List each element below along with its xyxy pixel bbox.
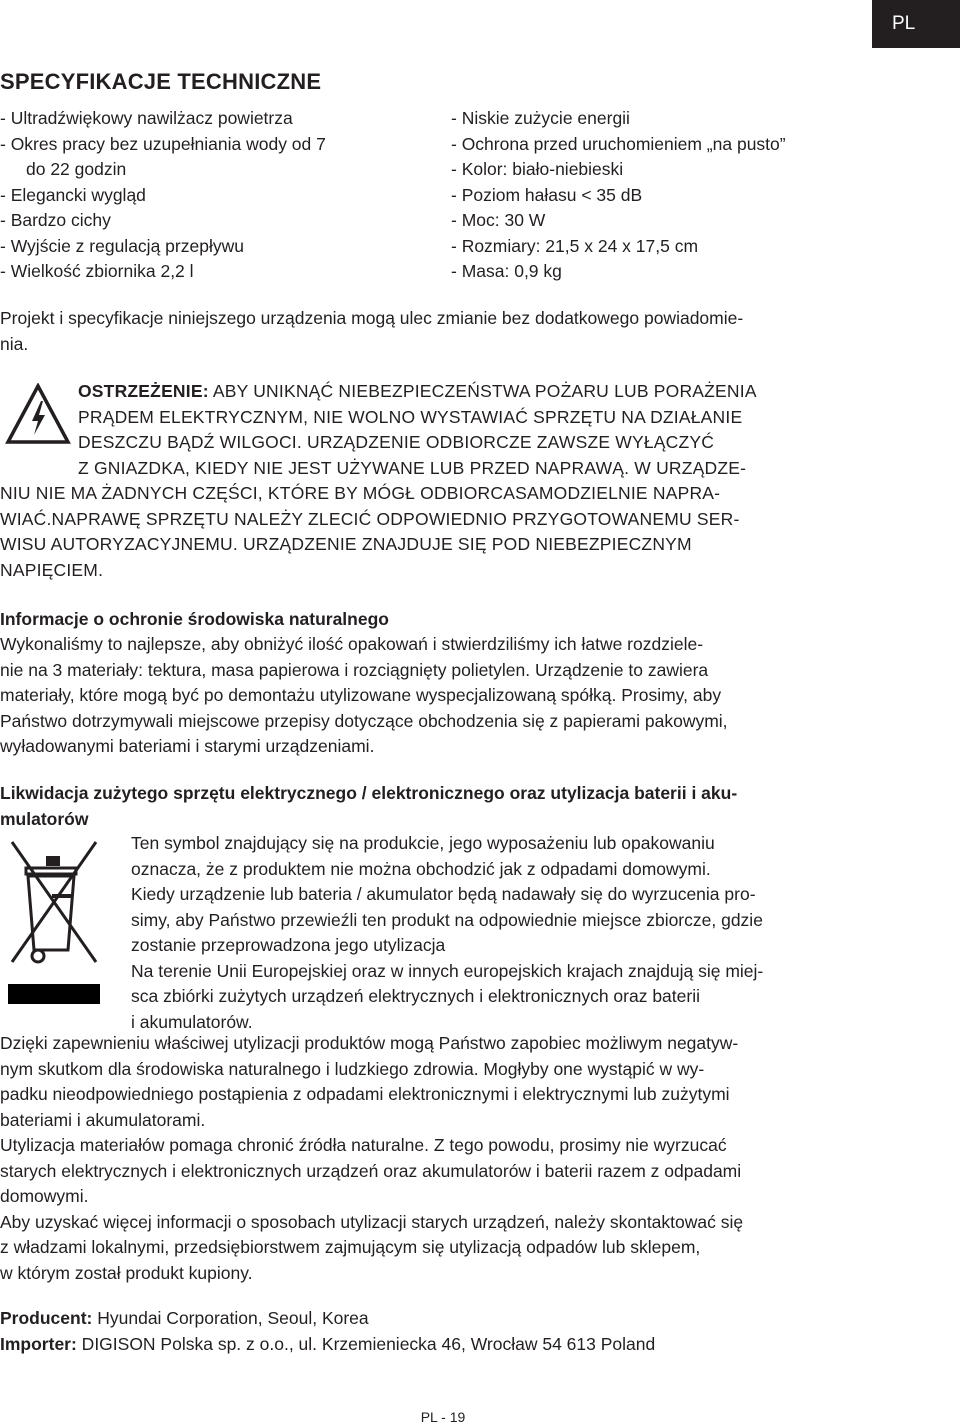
- importer-line: [0, 1332, 655, 1358]
- text-line: z władzami lokalnymi, przedsiębiorstwem zajmującym się utylizacją odpadów lub sklepem,: [0, 1237, 701, 1257]
- text-line: Ten symbol znajdujący się na produkcie, jego wyposażeniu lub opakowaniu: [131, 833, 715, 853]
- text-line: wyładowanymi bateriami i starymi urządzeniami.: [0, 736, 375, 756]
- text-line: Państwo dotrzymywali miejscowe przepisy dotyczące obchodzenia się z papierami pakowymi,: [0, 710, 728, 731]
- text-line: nie na 3 materiały: tektura, masa papierowa i rozciągnięty polietylen. Urządzenie to zawiera: [0, 659, 709, 680]
- spec-item: - Wielkość zbiornika 2,2 l: [0, 261, 194, 281]
- spec-item: - Niskie zużycie energii: [451, 108, 630, 128]
- text-line: w którym został produkt kupiony.: [0, 1262, 253, 1283]
- text-line: sca zbiórki zużytych urządzeń elektrycznych i elektronicznych oraz baterii: [131, 986, 700, 1006]
- text-line: zostanie przeprowadzona jego utylizacja: [131, 935, 446, 955]
- heading-line: mulatorów: [0, 808, 89, 829]
- warning-line: PRĄDEM ELEKTRYCZNYM, NIE WOLNO WYSTAWIAĆ SPRZĘTU NA DZIAŁANIE: [78, 406, 743, 427]
- text-line: Utylizacja materiałów pomaga chronić źródła naturalne. Z tego powodu, prosimy nie wyrzucać: [0, 1135, 727, 1155]
- spec-title: SPECYFIKACJE TECHNICZNE: [0, 69, 322, 94]
- spec-item: do 22 godzin: [26, 159, 127, 179]
- text-line: Wykonaliśmy to najlepsze, aby obniżyć ilość opakowań i stwierdziliśmy ich łatwe rozdziele-: [0, 634, 704, 654]
- environment-text: [0, 632, 728, 760]
- producer-line: [0, 1306, 655, 1332]
- warning-line: Z GNIAZDKA, KIEDY NIE JEST UŻYWANE LUB PRZED NAPRAWĄ. W URZĄDZE-: [78, 457, 747, 478]
- text-line: Projekt i specyfikacje niniejszego urządzenia mogą ulec zmianie bez dodatkowego powiadomie-: [0, 308, 744, 328]
- spec-item: - Poziom hałasu < 35 dB: [451, 184, 643, 205]
- heading-line: Likwidacja zużytego sprzętu elektrycznego / elektronicznego oraz utylizacja baterii i aku-: [0, 783, 738, 803]
- producer-label: Producent:: [0, 1308, 93, 1328]
- warning-line: WIAĆ.NAPRAWĘ SPRZĘTU NALEŻY ZLECIĆ ODPOWIEDNIO PRZYGOTOWANEMU SER-: [0, 508, 740, 529]
- spec-list-right: [451, 106, 911, 285]
- text-line: starych elektrycznych i elektronicznych urządzeń oraz akumulatorów i baterii razem z odpadami: [0, 1160, 742, 1181]
- producer-value: Hyundai Corporation, Seoul, Korea: [92, 1308, 369, 1328]
- spec-item: - Ultradźwiękowy nawilżacz powietrza: [0, 108, 293, 128]
- disposal-symbol-text: [131, 831, 763, 1035]
- spec-item: - Rozmiary: 21,5 x 24 x 17,5 cm: [451, 235, 699, 256]
- text-line: domowymi.: [0, 1186, 89, 1206]
- design-change-note: [0, 306, 743, 357]
- spec-item: - Kolor: biało-niebieski: [451, 159, 624, 179]
- page-number: PL - 19: [420, 1409, 466, 1425]
- warning-line: DESZCZU BĄDŹ WILGOCI. URZĄDZENIE ODBIORCZE ZAWSZE WYŁĄCZYĆ: [78, 432, 715, 452]
- disposal-text: [0, 1031, 743, 1286]
- warning-line: WISU AUTORYZACYJNEMU. URZĄDZENIE ZNAJDUJE SIĘ POD NIEBEZPIECZNYM: [0, 534, 692, 554]
- spec-item: - Bardzo cichy: [0, 210, 111, 230]
- language-badge: PL: [872, 0, 960, 48]
- electric-shock-warning-icon: [5, 383, 71, 445]
- text-line: bateriami i akumulatorami.: [0, 1109, 206, 1130]
- importer-label: Importer:: [0, 1333, 77, 1354]
- disposal-heading: [0, 781, 737, 832]
- warning-line: OSTRZEŻENIE: ABY UNIKNĄĆ NIEBEZPIECZEŃSTWA POŻARU LUB PORAŻENIA: [78, 381, 757, 401]
- text-line: materiały, które mogą być po demontażu utylizowane wyspecjalizowaną spółką. Prosimy, aby: [0, 685, 722, 705]
- text-line: nia.: [0, 333, 29, 354]
- text-line: i akumulatorów.: [131, 1011, 253, 1032]
- warning-line: NAPIĘCIEM.: [0, 559, 104, 580]
- text-line: nym skutkom dla środowiska naturalnego i ludzkiego zdrowia. Mogłyby one wystąpić w wy-: [0, 1058, 705, 1079]
- text-line: padku nieodpowiedniego postąpienia z odpadami elektronicznymi i elektrycznymi lub zużytymi: [0, 1084, 730, 1104]
- spec-item: - Okres pracy bez uzupełniania wody od 7: [0, 133, 326, 154]
- spec-item: - Ochrona przed uruchomieniem „na pusto”: [451, 133, 786, 154]
- warning-label: OSTRZEŻENIE:: [78, 381, 209, 401]
- spec-item: - Wyjście z regulacją przepływu: [0, 235, 244, 256]
- spec-list-left: [0, 106, 420, 285]
- warning-block: [0, 379, 900, 583]
- importer-value: DIGISON Polska sp. z o.o., ul. Krzemieniecka 46, Wrocław 54 613 Poland: [76, 1333, 656, 1354]
- spec-item: - Masa: 0,9 kg: [451, 261, 562, 281]
- crossed-out-wheelie-bin-icon: [8, 838, 100, 1006]
- manufacturer-info: [0, 1306, 655, 1357]
- text-line: oznacza, że z produktem nie można obchodzić jak z odpadami domowymi.: [131, 858, 711, 879]
- text-line: Dzięki zapewnieniu właściwej utylizacji produktów mogą Państwo zapobiec możliwym negatyw-: [0, 1033, 739, 1053]
- spec-item: - Elegancki wygląd: [0, 184, 146, 205]
- text-line: Aby uzyskać więcej informacji o sposobach utylizacji starych urządzeń, należy skontaktować się: [0, 1211, 744, 1232]
- environment-heading: Informacje o ochronie środowiska naturalnego: [0, 609, 389, 629]
- text-line: simy, aby Państwo przewieźli ten produkt na odpowiednie miejsce zbiorcze, gdzie: [131, 909, 763, 930]
- text-line: Na terenie Unii Europejskiej oraz w innych europejskich krajach znajdują się miej-: [131, 960, 764, 981]
- text-line: Kiedy urządzenie lub bateria / akumulator będą nadawały się do wyrzucenia pro-: [131, 884, 756, 904]
- warning-line: NIU NIE MA ŻADNYCH CZĘŚCI, KTÓRE BY MÓGŁ ODBIORCASAMODZIELNIE NAPRA-: [0, 483, 721, 503]
- spec-item: - Moc: 30 W: [451, 210, 546, 230]
